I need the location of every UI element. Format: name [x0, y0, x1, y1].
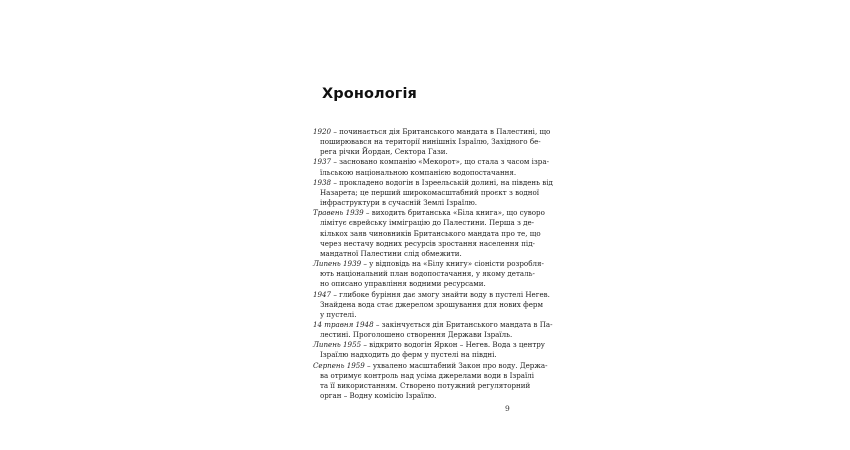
entry-date: Травень 1939 [313, 208, 364, 218]
entry-line: орган – Водну комісію Ізраїлю. [320, 391, 437, 401]
chronology-entry-1938 [313, 177, 553, 208]
entry-text: – засновано компанію «Мекорот», що стала з часом ізра- [331, 157, 549, 167]
page-number: 9 [505, 404, 510, 413]
chronology-entry-1937 [313, 157, 549, 177]
entry-date: 14 травня 1948 [313, 319, 374, 329]
entry-line [313, 259, 544, 269]
entry-line [313, 208, 545, 218]
entry-line: ють національний план водопостачання, у якому деталь- [320, 269, 535, 279]
entry-text: – прокладено водогін в Ізреельській долині, на південь від [331, 177, 553, 187]
chronology-list [313, 127, 553, 401]
entry-line: та її використанням. Створено потужний регуляторний [320, 380, 531, 390]
chronology-entry-1947 [313, 289, 550, 320]
entry-date: Серпень 1959 [313, 360, 365, 370]
chronology-entry-july-1955 [313, 340, 545, 360]
entry-line: мандатної Палестини слід обмежити. [320, 248, 462, 258]
entry-line [313, 177, 553, 188]
chronology-entry-july-1939 [313, 259, 544, 289]
entry-text: – ухвалено масштабний Закон про воду. Держа- [364, 360, 548, 370]
entry-text: – відкрито водогін Яркон – Негев. Вода з центру [361, 340, 545, 350]
entry-date: 1920 [313, 127, 332, 136]
entry-text: – глибоке буріння дає змогу знайти воду в пустелі Негев. [331, 289, 550, 299]
entry-line [313, 360, 548, 371]
entry-line: ва отримує контроль над усіма джерелами води в Ізраїлі [320, 370, 535, 380]
chronology-entry-may-1948 [313, 319, 553, 340]
entry-line: їльською національною компанією водопостачання. [320, 167, 517, 177]
entry-text: – виходить британська «Біла книга», що суворо [363, 208, 545, 218]
entry-text: – закінчується дія Британського мандата в Па- [373, 319, 553, 329]
entry-line [313, 289, 550, 300]
entry-line: у пустелі. [320, 309, 357, 319]
entry-date: Липень 1955 [313, 340, 362, 350]
entry-line: лестині. Проголошено створення Держави Ізраїль. [320, 330, 513, 340]
entry-line: Назарета; це перший широкомасштабний проєкт з водної [320, 187, 540, 197]
entry-line [313, 319, 553, 330]
entry-line: поширювався на території нинішніх Ізраїлю, Західного бе- [320, 137, 541, 147]
entry-line: інфраструктури в сучасній Землі Ізраїлю. [320, 198, 478, 208]
entry-line [313, 127, 551, 137]
entry-line: через нестачу водних ресурсів зростання населення під- [320, 238, 535, 248]
entry-line: Ізраїлю надходить до ферм у пустелі на півдні. [320, 350, 497, 360]
chronology-entry-august-1959 [313, 360, 548, 402]
entry-line: рега річки Йордан, Сектора Гази. [320, 147, 448, 157]
chronology-entry-may-1939 [313, 208, 545, 259]
entry-date: 1938 [313, 177, 332, 187]
entry-text: – у відповідь на «Білу книгу» сіоністи розробля- [361, 259, 544, 269]
entry-date: 1937 [313, 157, 332, 167]
page-title: Хронологія [322, 86, 417, 102]
chronology-entry-1920 [313, 127, 551, 157]
entry-text: – починається дія Британського мандата в Палестині, що [331, 127, 551, 136]
entry-date: 1947 [313, 289, 332, 299]
entry-line: но описано управління водними ресурсами. [320, 279, 486, 289]
entry-line: Знайдена вода стає джерелом зрошування для нових ферм [320, 299, 543, 309]
entry-line [313, 157, 549, 167]
entry-line: лімітує єврейську імміграцію до Палестини. Перша з де- [320, 218, 535, 228]
entry-date: Липень 1939 [313, 259, 362, 269]
entry-line [313, 340, 545, 350]
entry-line: кількох заяв чиновників Британського мандата про те, що [320, 228, 541, 238]
